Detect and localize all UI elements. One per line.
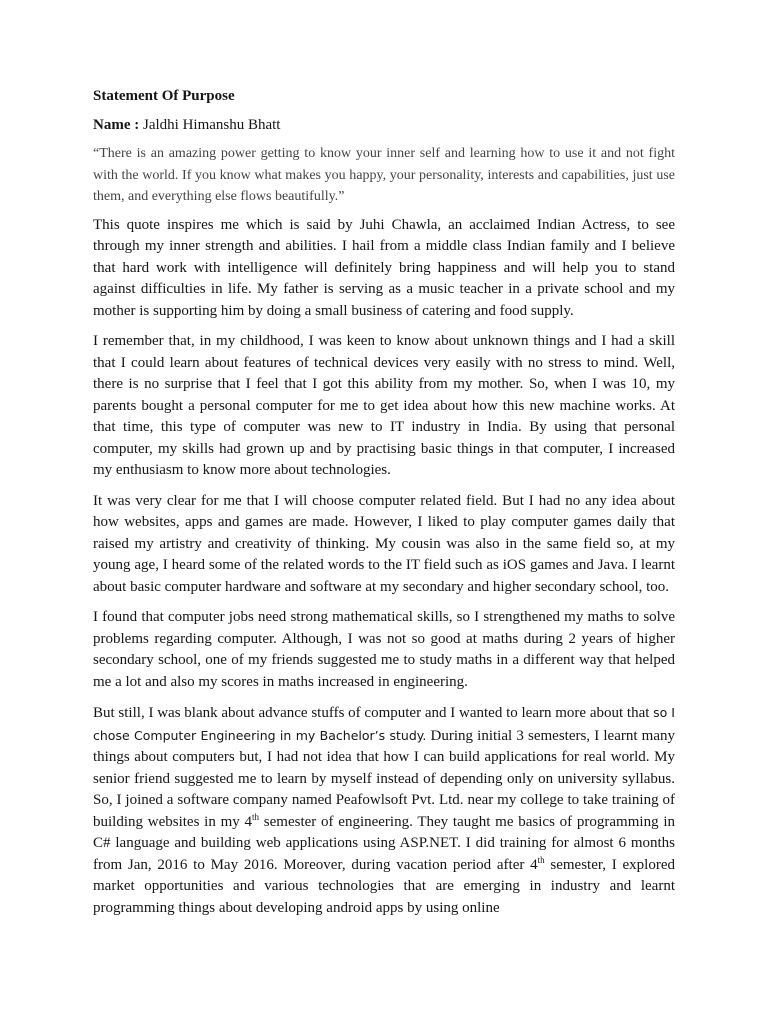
paragraph-1: This quote inspires me which is said by Juhi Chawla, an acclaimed Indian Actress, to see through my inner strength and abilities. I hail from a middle class Indian family and I believe that hard work with intelligence will definitely bring happiness and will help you to stand against difficulties in life. My father is serving as a music teacher in a private school and my mother is supporting him by doing a small business of catering and food supply. [93,216,675,319]
paragraph-5-part-e: semester, I explored market opportunities and various technologies that are emerging in industry and learnt programming things about developing android apps by using online [93,856,675,916]
name-line [93,115,675,135]
document-title: Statement Of Purpose [93,88,235,104]
paragraph-5-part-a: But still, I was blank about advance stuffs of computer and I wanted to learn more about that [93,705,654,721]
paragraph-5-part-c: During initial 3 semesters, I learnt many things about computers but, I had not idea that how I can build applications for real world. My senior friend suggested me to learn by myself instead of depending only on university syllabus. So, I joined a software company named Peafowlsoft Pvt. Ltd. near my college to take training of building websites in my 4 [93,727,675,830]
paragraph-3: It was very clear for me that I will choose computer related field. But I had no any idea about how websites, apps and games are made. However, I liked to play computer games daily that raised my artistry and creativity of thinking. My cousin was also in the same field so, at my young age, I heard some of the related words to the IT field such as iOS games and Java. I learnt about basic computer hardware and software at my secondary and higher secondary school, too. [93,492,675,595]
paragraph-4: I found that computer jobs need strong mathematical skills, so I strengthened my maths to solve problems regarding computer. Although, I was not so good at maths during 2 years of higher secondary school, one of my friends suggested me to study maths in a different way that helped me a lot and also my scores in maths increased in engineering. [93,609,675,690]
paragraph-2: I remember that, in my childhood, I was keen to know about unknown things and I had a skill that I could learn about features of technical devices very easily with no stress to mind. Well, there is no surprise that I feel that I got this ability from my mother. So, when I was 10, my parents bought a personal computer for me to get idea about how this new machine works. At that time, this type of computer was new to IT industry in India. By using that personal computer, my skills had grown up and by practising basic things in that computer, I increased my enthusiasm to know more about technologies. [93,333,675,478]
superscript-th: th [537,854,545,865]
paragraph-5-part-d: semester of engineering. They taught me basics of programming in C# language and building web applications using ASP.NET. I did training for almost 6 months from Jan, 2016 to May 2016. Moreover, during vacation period after 4 [93,813,675,873]
paragraph-5 [93,702,675,919]
name-value: Jaldhi Himanshu Bhatt [142,117,281,133]
document-body [93,86,675,928]
superscript-th: th [252,811,260,822]
paragraph-5-sans-phrase: so I chose Computer Engineering in my Bachelor’s study. [93,705,675,743]
name-label: Name : [93,117,140,133]
opening-quote: “There is an amazing power getting to know your inner self and learning how to use it and not fight with the world. If you know what makes you happy, your personality, interests and capabilities, just use them, and everything else flows beautifully.” [93,146,675,204]
